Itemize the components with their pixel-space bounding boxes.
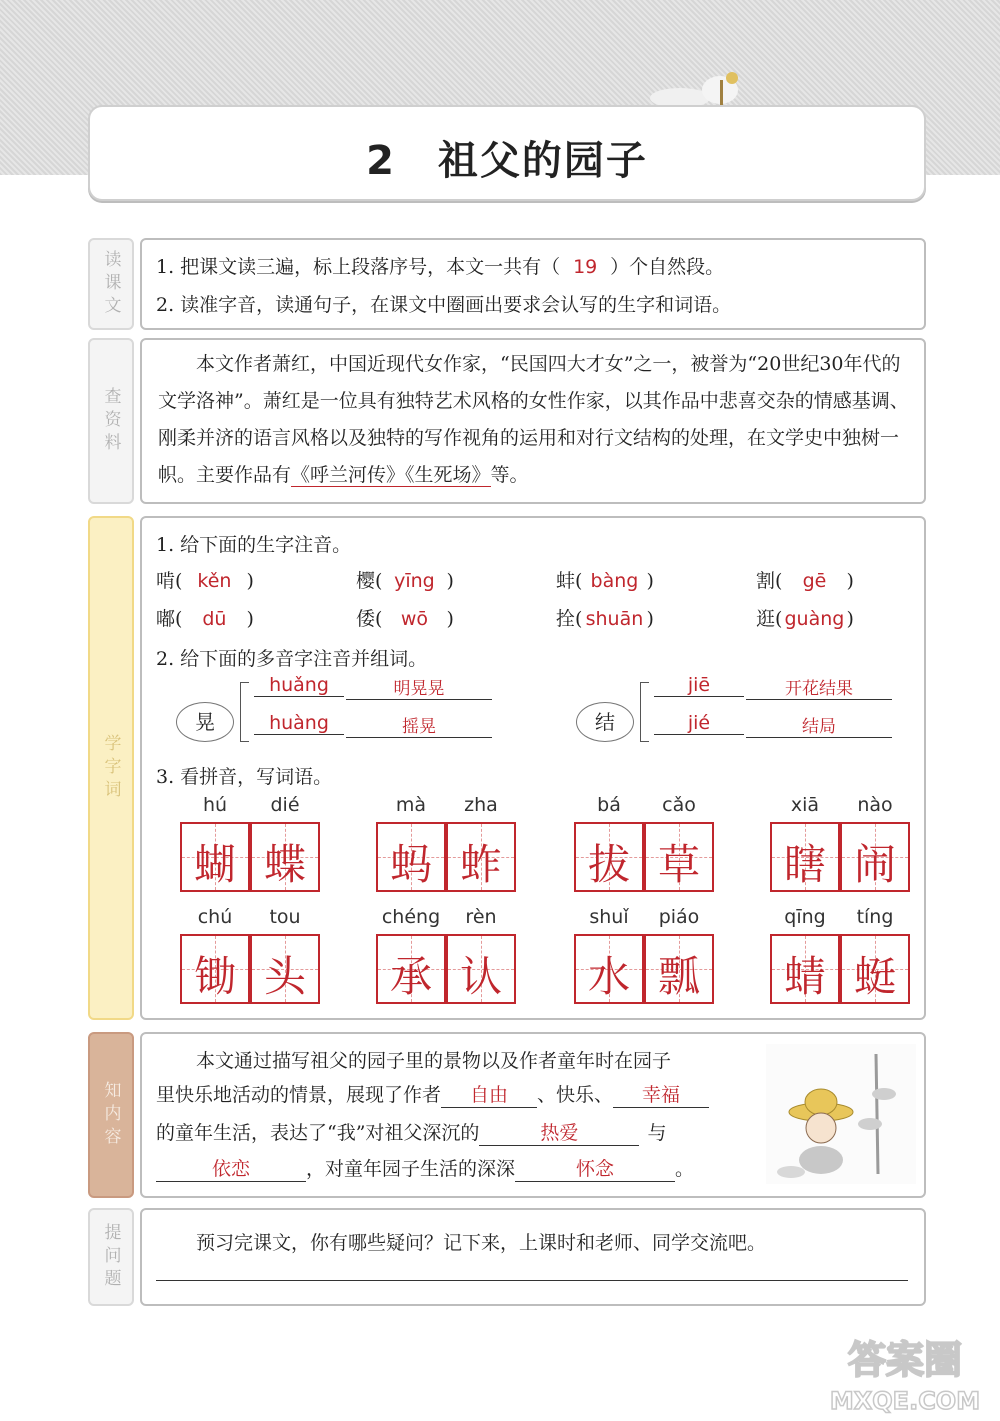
grid-char: 承 (389, 952, 432, 1001)
brace (240, 682, 249, 742)
materials-text-end: 等。 (490, 464, 529, 486)
knowledge-text-4b: 。 (675, 1158, 695, 1180)
grid-char: 水 (587, 952, 630, 1001)
questions-section (140, 1208, 926, 1306)
paren-open: ( (775, 608, 783, 630)
grid-char: 认 (459, 952, 502, 1001)
grid-cell (574, 822, 644, 892)
knowledge-blank-5: 怀念 (515, 1154, 675, 1182)
grid-cell (180, 934, 250, 1004)
knowledge-section (140, 1032, 926, 1198)
pinyin-item (756, 566, 854, 593)
grid-cell (180, 822, 250, 892)
grid-cell (644, 934, 714, 1004)
watermark-bottom: MXQE.COM (829, 1387, 981, 1415)
paren-open: ( (375, 570, 383, 592)
pinyin-item-char: 樱 (356, 570, 376, 592)
pinyin-item-answer: dū (202, 608, 227, 630)
read-q1-answer: 19 (573, 256, 598, 278)
knowledge-blank-4: 依恋 (156, 1154, 306, 1182)
words-q1: 1. 给下面的生字注音。 (156, 534, 352, 556)
paren-open: ( (375, 608, 383, 630)
polyphone-word: 明晃晃 (346, 674, 492, 700)
watermark-logo (820, 1331, 990, 1416)
grid-cell (770, 822, 840, 892)
tree-illustration (650, 60, 760, 110)
read-q1 (156, 252, 724, 279)
tab-questions-label: 提问题 (100, 1222, 121, 1292)
title-box (88, 105, 926, 201)
grid-cell (840, 934, 910, 1004)
grid-char: 瓢 (657, 952, 700, 1001)
paren-close: ) (446, 570, 454, 592)
grid-pinyin: dié (270, 794, 300, 816)
tab-knowledge (88, 1032, 134, 1198)
polyphone-pinyin: huàng (254, 712, 344, 735)
paren-open: ( (575, 570, 583, 592)
pinyin-item-answer: wō (400, 608, 429, 630)
grid-cell (644, 822, 714, 892)
polyphone-word: 结局 (746, 712, 892, 738)
questions-prompt: 预习完课文，你有哪些疑问？记下来，上课时和老师、同学交流吧。 (196, 1232, 767, 1254)
paren-close: ) (246, 570, 254, 592)
tab-read (88, 238, 134, 330)
grid-cell (376, 934, 446, 1004)
grid-pinyin: piáo (658, 906, 700, 928)
grid-cell (446, 934, 516, 1004)
pinyin-item (556, 604, 654, 631)
grid-char: 锄 (193, 952, 236, 1001)
materials-section (140, 338, 926, 504)
pinyin-item-char: 逛 (756, 608, 776, 630)
grid-cell (250, 934, 320, 1004)
paren-close: ) (846, 570, 854, 592)
grid-pinyin: mà (395, 794, 427, 816)
polyphone-word: 开花结果 (746, 674, 892, 700)
tab-materials-label: 查资料 (100, 386, 121, 456)
pinyin-item-char: 蚌 (556, 570, 576, 592)
polyphone-pinyin: jié (654, 712, 744, 735)
grid-cell (840, 822, 910, 892)
grid-pinyin: cǎo (662, 794, 696, 816)
pinyin-item (356, 566, 454, 593)
polyphone-char: 晃 (176, 702, 234, 742)
paren-open: ( (175, 608, 183, 630)
grid-char: 草 (657, 840, 700, 889)
watermark-top: 答案圈 (847, 1338, 963, 1382)
grid-char: 瞎 (783, 840, 826, 889)
tab-words (88, 516, 134, 1020)
knowledge-blank-2: 幸福 (613, 1080, 709, 1108)
pinyin-item-answer: shuān (585, 608, 644, 630)
pinyin-item-char: 拴 (556, 608, 576, 630)
paren-close: ) (846, 608, 854, 630)
pinyin-item-answer: bàng (590, 570, 639, 592)
grid-cell (376, 822, 446, 892)
tab-knowledge-label: 知内容 (100, 1080, 121, 1150)
grid-pinyin: zha (464, 794, 498, 816)
paren-open: ( (575, 608, 583, 630)
grid-cell (574, 934, 644, 1004)
tab-questions (88, 1208, 134, 1306)
pinyin-item (156, 604, 254, 631)
grid-char: 蝴 (193, 840, 236, 889)
knowledge-text-2a: 里快乐地活动的情景，展现了作者 (156, 1084, 442, 1106)
read-q1-prefix: 1. 把课文读三遍，标上段落序号，本文一共有（ (156, 256, 561, 278)
paren-open: ( (175, 570, 183, 592)
grid-pinyin: bá (597, 794, 621, 816)
grid-pinyin: xiā (790, 794, 820, 816)
pinyin-item-answer: yīng (394, 570, 435, 592)
knowledge-blank-3: 热爱 (479, 1118, 639, 1146)
pinyin-item-answer: gē (802, 570, 827, 592)
grid-char: 头 (263, 952, 306, 1001)
grid-pinyin: chú (197, 906, 233, 928)
polyphone-pinyin: huǎng (254, 674, 344, 697)
knowledge-blank-1: 自由 (441, 1080, 537, 1108)
grid-cell (770, 934, 840, 1004)
paren-open: ( (775, 570, 783, 592)
grid-pinyin: qīng (784, 906, 826, 928)
knowledge-text-3a: 的童年生活，表达了“我”对祖父深沉的 (156, 1122, 480, 1144)
pinyin-item-char: 割 (756, 570, 776, 592)
grid-char: 蚱 (459, 840, 502, 889)
words-q3: 3. 看拼音，写词语。 (156, 766, 333, 788)
knowledge-text-3b: 与 (647, 1122, 667, 1144)
words-section (140, 516, 926, 1020)
words-q2: 2. 给下面的多音字注音并组词。 (156, 648, 428, 670)
knowledge-line-4 (156, 1154, 694, 1182)
knowledge-line-3 (156, 1118, 666, 1146)
pinyin-item (356, 604, 454, 631)
grid-pinyin: nào (857, 794, 893, 816)
materials-paragraph (158, 346, 910, 494)
paren-close: ) (646, 608, 654, 630)
pinyin-item (756, 604, 854, 631)
grid-char: 蝶 (263, 840, 306, 889)
paren-close: ) (646, 570, 654, 592)
tab-materials (88, 338, 134, 504)
polyphone-char: 结 (576, 702, 634, 742)
grid-pinyin: hú (202, 794, 228, 816)
materials-text: 本文作者萧红，中国近现代女作家，“民国四大才女”之一，被誉为“20世纪30年代的文学洛神”。萧红是一位具有独特艺术风格的女性作家，以其作品中悲喜交杂的情感基调、刚柔并济的语言风格以及独特的写作视角的运用和对行文结构的处理，在文学史中独树一帜。主要作品有 (158, 353, 909, 486)
grid-char: 蜻 (783, 952, 826, 1001)
polyphone-word: 摇晃 (346, 712, 492, 738)
child-illustration (766, 1044, 916, 1184)
knowledge-line-1: 本文通过描写祖父的园子里的景物以及作者童年时在园子 (196, 1050, 672, 1072)
knowledge-line-2 (156, 1080, 709, 1108)
materials-works: 《呼兰河传》《生死场》 (291, 464, 491, 486)
paren-close: ) (246, 608, 254, 630)
grid-pinyin: chéng (381, 906, 441, 928)
grid-pinyin: tou (269, 906, 301, 928)
page-title: 2 祖父的园子 (366, 138, 648, 184)
knowledge-text-4a: ，对童年园子生活的深深 (306, 1158, 516, 1180)
read-q1-suffix: ）个自然段。 (610, 256, 725, 278)
read-q2: 2. 读准字音，读通句子，在课文中圈画出要求会认写的生字和词语。 (156, 294, 732, 316)
answer-line[interactable] (156, 1280, 908, 1281)
pinyin-item-char: 啃 (156, 570, 176, 592)
grid-char: 蜓 (853, 952, 896, 1001)
pinyin-item-char: 倭 (356, 608, 376, 630)
grid-char: 拔 (587, 840, 630, 889)
polyphone-pinyin: jiē (654, 674, 744, 697)
pinyin-item (556, 566, 654, 593)
paren-close: ) (446, 608, 454, 630)
grid-pinyin: rèn (465, 906, 497, 928)
grid-char: 闹 (853, 840, 896, 889)
grid-cell (250, 822, 320, 892)
grid-pinyin: shuǐ (589, 906, 629, 928)
knowledge-text-2b: 、快乐、 (537, 1084, 614, 1106)
read-section (140, 238, 926, 330)
pinyin-item-char: 嘟 (156, 608, 176, 630)
tab-words-label: 学字词 (100, 733, 121, 803)
pinyin-item-answer: kěn (197, 570, 232, 592)
tab-read-label: 读课文 (100, 249, 121, 319)
grid-pinyin: tíng (856, 906, 894, 928)
grid-cell (446, 822, 516, 892)
grid-char: 蚂 (389, 840, 432, 889)
pinyin-item (156, 566, 254, 593)
brace (640, 682, 649, 742)
pinyin-item-answer: guàng (784, 608, 845, 630)
